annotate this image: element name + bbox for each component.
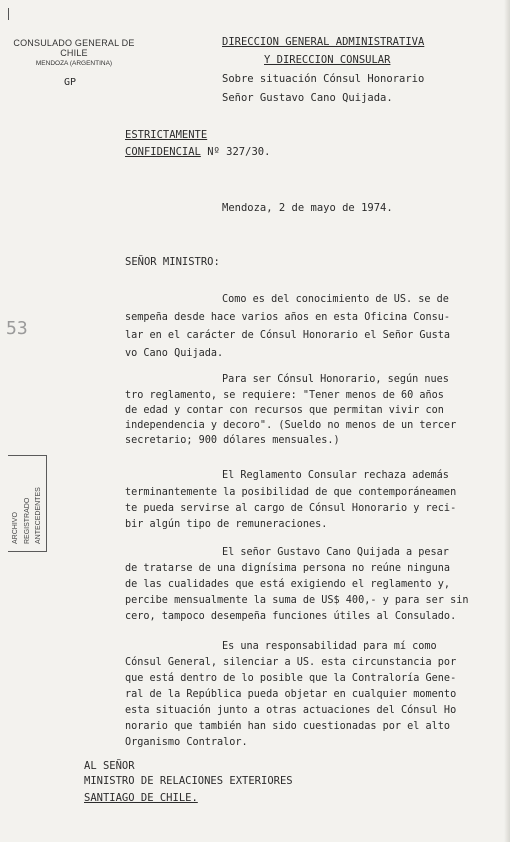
body-line: de tratarse de una dignísima persona no reúne ninguna <box>125 563 451 574</box>
body-line: percibe mensualmente la suma de US$ 400,- y para ser sin <box>125 595 469 606</box>
body-line: independencia y decoro". (Sueldo no menos de un tercer <box>125 420 457 431</box>
body-line: sempeña desde hace varios años en esta Oficina Consu- <box>125 312 451 323</box>
body-line: bir algún tipo de remuneraciones. <box>125 519 328 530</box>
punch-mark <box>8 8 9 20</box>
stamp-text: REGISTRADO <box>24 497 31 544</box>
subject-line-1: Sobre situación Cónsul Honorario <box>222 73 425 85</box>
addressee-line-3: SANTIAGO DE CHILE. <box>84 792 198 804</box>
recipient-subdepartment: Y DIRECCION CONSULAR <box>264 54 391 66</box>
body-line: vo Cano Quijada. <box>125 348 224 359</box>
document-number: Nº 327/30. <box>207 146 271 158</box>
body-line: de las cualidades que está exigiendo el reglamento y, <box>125 579 451 590</box>
addressee-line-1: AL SEÑOR <box>84 760 135 772</box>
typist-initials: GP <box>64 77 77 88</box>
classification-line-1: ESTRICTAMENTE <box>125 129 208 141</box>
body-line: Organismo Contralor. <box>125 737 248 748</box>
body-line: Como es del conocimiento de US. se de <box>222 294 449 305</box>
body-line: de edad y contar con recursos que permitan vivir con <box>125 405 444 416</box>
consulate-name: CONSULADO GENERAL DE CHILE <box>13 38 135 58</box>
body-line: El señor Gustavo Cano Quijada a pesar <box>222 547 449 558</box>
body-line: esta situación junto a otras actuaciones del Cónsul Ho <box>125 705 457 716</box>
body-line: Para ser Cónsul Honorario, según nues <box>222 374 449 385</box>
body-line: lar en el carácter de Cónsul Honorario el Señor Gusta <box>125 330 451 341</box>
classification-line-2 <box>125 146 270 159</box>
body-line: El Reglamento Consular rechaza además <box>222 470 449 481</box>
stamp-text: ANTECEDENTES <box>35 487 42 544</box>
body-line: cero, tampoco desempeña funciones útiles al Consulado. <box>125 611 457 622</box>
body-line: ral de la República pueda objetar en cualquier momento <box>125 689 457 700</box>
body-line: norario que también han sido cuestionadas por el alto <box>125 721 451 732</box>
body-line: Es una responsabilidad para mí como <box>222 641 437 652</box>
body-line: tro reglamento, se requiere: "Tener menos de 60 años <box>125 390 444 401</box>
letter-date: Mendoza, 2 de mayo de 1974. <box>222 202 393 214</box>
body-line: Cónsul General, silenciar a US. esta circunstancia por <box>125 657 457 668</box>
stamp-text: ARCHIVO <box>12 512 19 544</box>
archive-stamp <box>8 455 47 552</box>
subject-line-2: Señor Gustavo Cano Quijada. <box>222 92 393 104</box>
salutation: SEÑOR MINISTRO: <box>125 256 220 268</box>
body-line: secretario; 900 dólares mensuales.) <box>125 435 340 446</box>
margin-page-number: 53 <box>6 318 28 339</box>
recipient-department: DIRECCION GENERAL ADMINISTRATIVA <box>222 36 425 48</box>
body-line: que está dentro de lo posible que la Contraloría Gene- <box>125 673 457 684</box>
body-line: terminantemente la posibilidad de que contemporáneamen <box>125 487 457 498</box>
body-line: te pueda servirse al cargo de Cónsul Honorario y reci- <box>125 503 457 514</box>
consulate-city: MENDOZA (ARGENTINA) <box>35 60 113 67</box>
sender-block <box>8 38 140 67</box>
classification-label: CONFIDENCIAL <box>125 146 201 158</box>
addressee-line-2: MINISTRO DE RELACIONES EXTERIORES <box>84 775 293 787</box>
scan-edge <box>504 0 510 842</box>
